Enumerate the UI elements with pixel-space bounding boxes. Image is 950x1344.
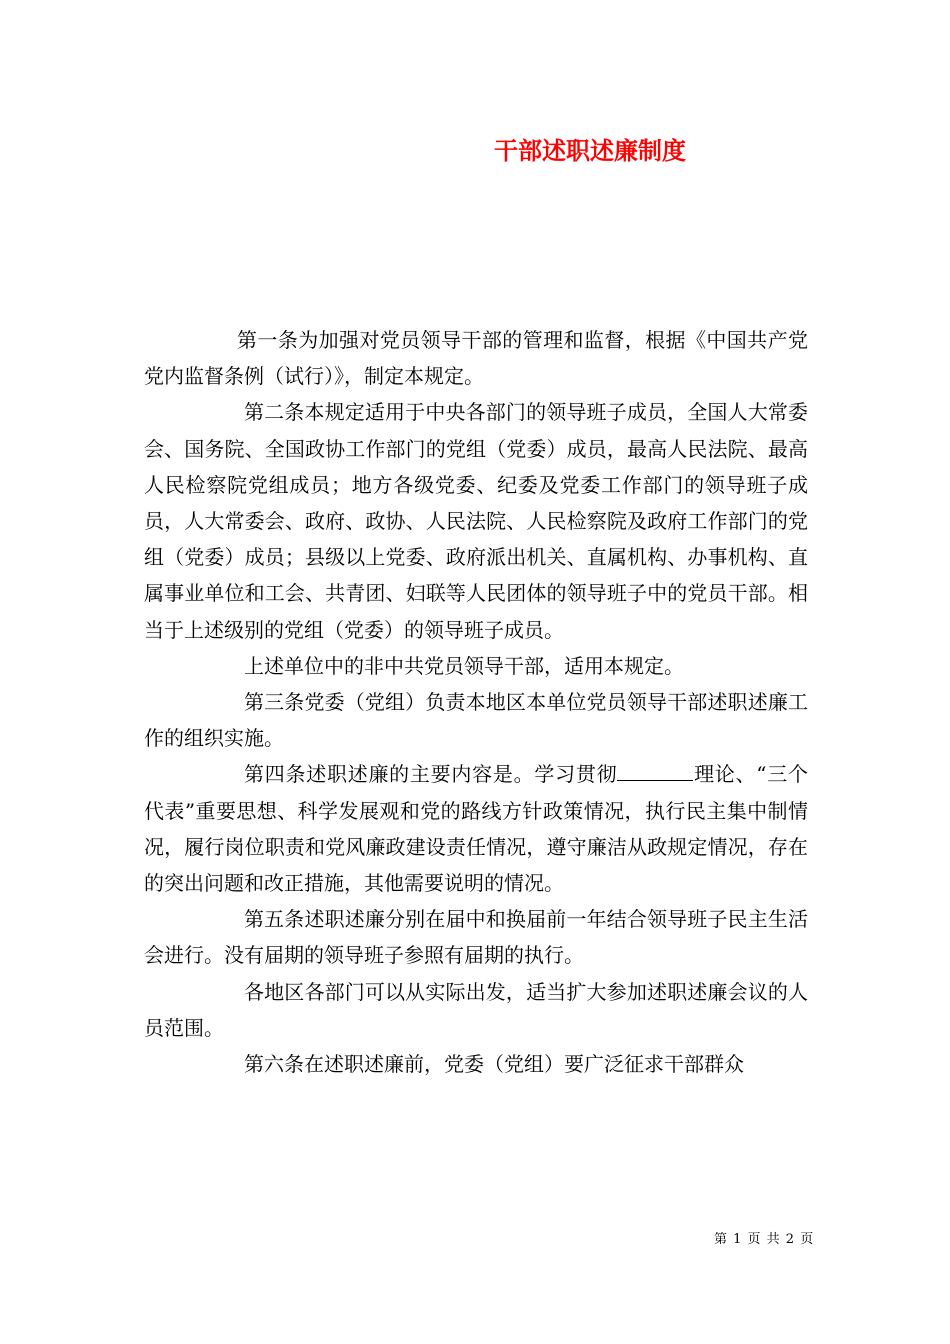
article-4-rest-text: 理论、“三个代表”重要思想、科学发展观和党的路线方针政策情况，执行民主集中制情况，履行岗位职责和党风廉政建设责任情况，遵守廉洁从政规定情况，存在的突出问题和改正措施，其他需要说明的情况。 [144,762,808,896]
page-number-footer: 第 1 页 共 2 页 [714,1232,814,1247]
document-title: 干部述职述廉制度 [494,136,686,165]
paragraph-article-2: 第二条本规定适用于中央各部门的领导班子成员，全国人大常委会、国务院、全国政协工作部门的党组（党委）成员，最高人民法院、最高人民检察院党组成员；地方各级党委、纪委及党委工作部门的领导班子成员，人大常委会、政府、政协、人民法院、人民检察院及政府工作部门的党组（党委）成员；县级以上党委、政府派出机关、直属机构、办事机构、直属事业单位和工会、共青团、妇联等人民团体的领导班子中的党员干部。相当于上述级别的党组（党委）的领导班子成员。 [144,400,808,642]
paragraph-article-5: 第五条述职述廉分别在届中和换届前一年结合领导班子民主生活会进行。没有届期的领导班子参照有届期的执行。 [144,907,808,968]
document-body [144,322,808,1082]
paragraph-article-3: 第三条党委（党组）负责本地区本单位党员领导干部述职述廉工作的组织实施。 [144,690,808,751]
paragraph-article-1: 第一条为加强对党员领导干部的管理和监督，根据《中国共产党党内监督条例（试行）》，制定本规定。 [144,328,808,389]
paragraph-article-4 [144,756,808,901]
article-4-lead-text: 第四条述职述廉的主要内容是。学习贯彻 [244,762,618,787]
fill-in-blank [617,762,693,781]
paragraph-article-6: 第六条在述职述廉前，党委（党组）要广泛征求干部群众 [244,1052,744,1077]
paragraph-non-party-cadres: 上述单位中的非中共党员领导干部，适用本规定。 [244,653,684,678]
paragraph-expand-scope: 各地区各部门可以从实际出发，适当扩大参加述职述廉会议的人员范围。 [144,979,808,1040]
